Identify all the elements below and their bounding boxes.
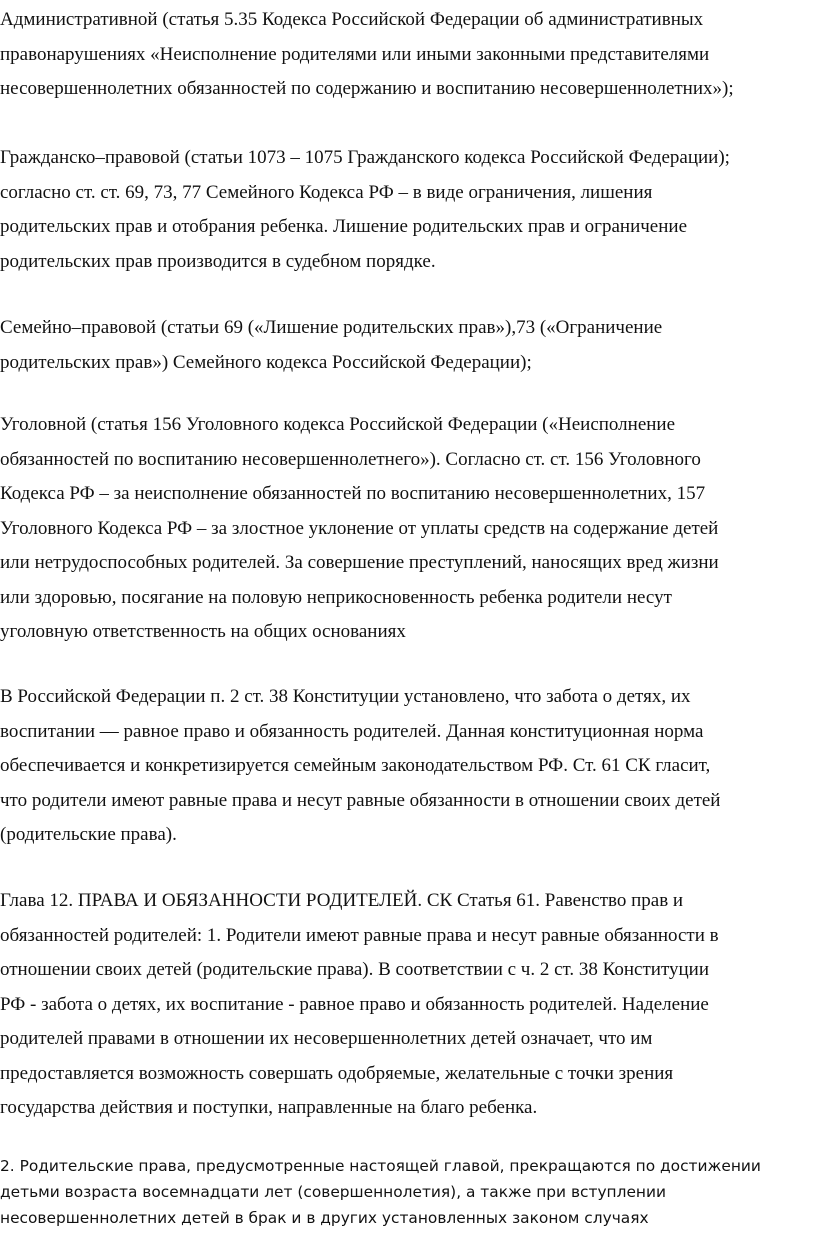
text-line: уголовную ответственность на общих основаниях [0,621,406,642]
text-line: Уголовной (статья 156 Уголовного кодекса Российской Федерации («Неисполнение [0,414,676,435]
text-line: Гражданско–правовой (статьи 1073 – 1075 Гражданского кодекса Российской Федерации); [0,147,730,168]
paragraph-administrative [0,3,734,107]
paragraph-termination [0,1153,761,1231]
text-line: РФ - забота о детях, их воспитание - равное право и обязанность родителей. Наделение [0,993,709,1015]
paragraph-chapter-12 [0,884,719,1126]
text-line: несовершеннолетних обязанностей по содержанию и воспитанию несовершеннолетних»); [0,78,734,99]
text-line: воспитании — равное право и обязанность родителей. Данная конституционная норма [0,720,704,742]
text-line: или здоровью, посягание на половую неприкосновенность ребенка родители несут [0,586,672,608]
text-line: родительских прав производится в судебном порядке. [0,250,436,272]
text-line: родителей правами в отношении их несовершеннолетних детей означает, что им [0,1028,653,1049]
text-line: Административной (статья 5.35 Кодекса Российской Федерации об административных [0,9,704,30]
text-line: детьми возраста восемнадцати лет (совершеннолетия), а также при вступлении [0,1183,666,1201]
text-line: (родительские права). [0,824,177,845]
text-line: что родители имеют равные права и несут равные обязанности в отношении своих детей [0,789,721,811]
paragraph-constitution [0,680,720,853]
paragraph-civil [0,141,730,279]
text-line: Уголовного Кодекса РФ – за злостное уклонение от уплаты средств на содержание детей [0,517,719,539]
text-line: родительских прав») Семейного кодекса Российской Федерации); [0,351,532,373]
text-line: отношении своих детей (родительские права). В соответствии с ч. 2 ст. 38 Конституции [0,959,710,980]
text-line: обеспечивается и конкретизируется семейным законодательством РФ. Ст. 61 СК гласит, [0,755,711,776]
text-line: обязанностей родителей: 1. Родители имеют равные права и несут равные обязанности в [0,924,719,946]
text-line: несовершеннолетних детей в брак и в других установленных законом случаях [0,1209,649,1227]
text-line: или нетрудоспособных родителей. За совершение преступлений, наносящих вред жизни [0,552,719,573]
text-line: родительских прав и отобрания ребенка. Лишение родительских прав и ограничение [0,216,687,237]
text-line: правонарушениях «Неисполнение родителями или иными законными представителями [0,43,710,65]
text-line: Кодекса РФ – за неисполнение обязанностей по воспитанию несовершеннолетних, 157 [0,483,706,504]
text-line: предоставляется возможность совершать одобряемые, желательные с точки зрения [0,1062,674,1084]
text-line: государства действия и поступки, направленные на благо ребенка. [0,1097,538,1118]
paragraph-family [0,311,662,380]
text-line: Глава 12. ПРАВА И ОБЯЗАННОСТИ РОДИТЕЛЕЙ. СК Статья 61. Равенство прав и [0,890,684,911]
text-line: 2. Родительские права, предусмотренные настоящей главой, прекращаются по достижении [0,1157,761,1175]
paragraph-criminal [0,408,719,650]
text-line: Семейно–правовой (статьи 69 («Лишение родительских прав»),73 («Ограничение [0,317,663,338]
text-line: согласно ст. ст. 69, 73, 77 Семейного Кодекса РФ – в виде ограничения, лишения [0,181,653,203]
text-line: В Российской Федерации п. 2 ст. 38 Конституции установлено, что забота о детях, их [0,686,691,707]
text-line: обязанностей по воспитанию несовершеннолетнего»). Согласно ст. ст. 156 Уголовного [0,448,701,470]
